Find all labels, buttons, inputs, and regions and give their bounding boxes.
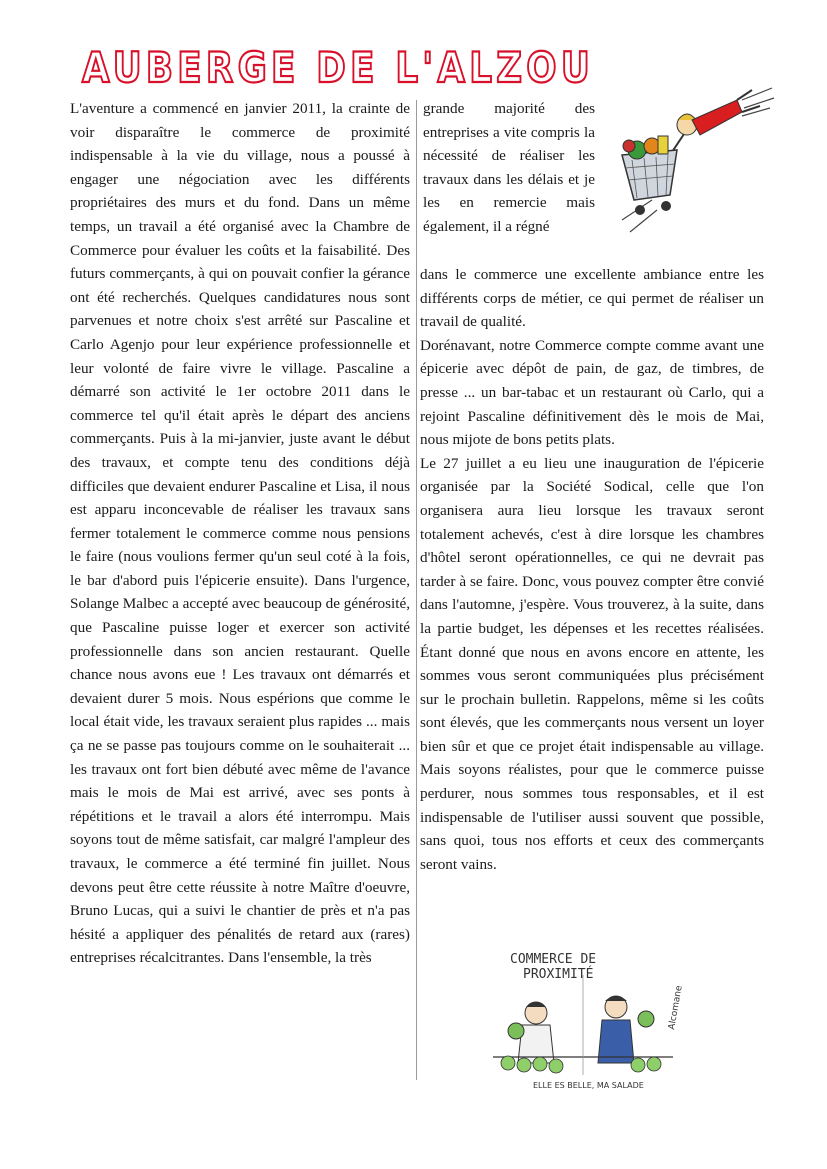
right-paragraph-1: dans le commerce une excellente ambiance entre les différents corps de métier, ce qui permet de réaliser un travail de qualité. — [420, 266, 764, 331]
column-divider — [416, 100, 417, 1080]
left-column — [70, 97, 410, 970]
left-paragraph: L'aventure a commencé en janvier 2011, la crainte de voir disparaître le commerce de proximité indispensable à la vie du village, nous a poussé à engager une négociation avec les différents propriétaires des murs et du fond. Dans un même temps, un travail a été organisé avec la Chambre de Commerce pour évaluer les coûts et la faisabilité. Des futurs commerçants, à qui on pouvait confier la gérance ont été recherchés. Quelques candidatures nous sont parvenues et notre choix s'est arrêté sur Pascaline et Carlo Agenjo pour leur expérience professionnelle et leur volonté de faire vivre le village. Pascaline a démarré son activité le 1er octobre 2011 dans le commerce tel qu'il était après le départ des anciens commerçants. Puis à la mi-janvier, juste avant le début des travaux, et compte tenu des conditions déjà difficiles que devaient endurer Pascaline et Lisa, il nous est apparu inconcevable de réaliser les travaux sans fermer totalement le commerce comme nous pensions le faire (nous voulions fermer qu'un seul coté à la fois, le bar d'abord puis l'épicerie ensuite). Dans l'urgence, Solange Malbec a accepté avec beaucoup de générosité, que Pascaline puisse loger et exercer son activité professionnelle dans son ancien restaurant. Quelle chance nous avons eue ! Les travaux ont démarrés et devaient durer 5 mois. Nous espérions que comme le local était vide, les travaux seraient plus rapides ... mais ça ne se passe pas toujours comme on le souhaiterait ... les travaux ont fort bien débuté avec même de l'avance mais le mois de Mai est arrivé, avec ses ponts à répétitions et le travail a alors été interrompu. Mais soyons tout de même satisfait, car malgré l'ampleur des travaux, le commerce a été terminé fin juillet. Nous devons peut être cette réussite à notre Maître d'oeuvre, Bruno Lucas, qui a suivi le chantier de près et n'a pas hésité a appliquer des pénalités de retard aux (rares) entreprises récalcitrantes. Dans l'ensemble, la très — [70, 100, 410, 967]
right-top-paragraph: grande majorité des entreprises a vite compris la nécessité de réaliser les travaux dans les délais et je les en remercie mais également, il a régné — [423, 100, 595, 235]
cartoon-signature: Alcomane — [667, 984, 685, 1031]
shopping-cart-illustration — [592, 80, 777, 240]
right-column-top — [423, 97, 595, 239]
right-column — [420, 263, 764, 876]
cartoon-heading-1: COMMERCE DE — [510, 952, 597, 967]
right-paragraph-2: Dorénavant, notre Commerce compte comme avant une épicerie avec dépôt de pain, de gaz, de timbres, de presse ... un bar-tabac et un restaurant où Carlo, qui a rejoint Pascaline définitivement dès le mois de Mai, nous mijote de bons petits plats. — [420, 336, 764, 449]
title-text: AUBERGE DE L'ALZOU — [82, 43, 594, 92]
cartoon-illustration — [488, 945, 703, 1095]
right-paragraph-3: Le 27 juillet a eu lieu une inauguration de l'épicerie organisée par la Société Sodical, celle que l'on organisera aura lieu lorsque les travaux seront totalement achevés, c'est à dire lorsque les chambres d'hôtel seront opérationnelles, ce qui ne devrait pas tarder à se faire. Donc, vous pouvez compter être convié dans l'automne, j'espère. Vous trouverez, à la suite, dans la partie budget, les dépenses et les recettes réalisées. Étant donné que nous en avons encore en attente, les sommes vous seront communiquées plus précisément sur le prochain bulletin. Rappelons, même si les coûts sont élevés, que les commerçants nous versent un loyer bien sûr et que ce projet était indispensable au village. Mais soyons réalistes, pour que le commerce puisse perdurer, nous sommes tous responsables, et il est indispensable de l'utiliser aussi souvent que possible, sans quoi, tous nos efforts et ceux des commerçants seront vains. — [420, 454, 764, 873]
page-title — [80, 40, 600, 90]
cartoon-heading-2: PROXIMITÉ — [523, 967, 594, 982]
cartoon-caption: ELLE ES BELLE, MA SALADE — [533, 1081, 644, 1090]
